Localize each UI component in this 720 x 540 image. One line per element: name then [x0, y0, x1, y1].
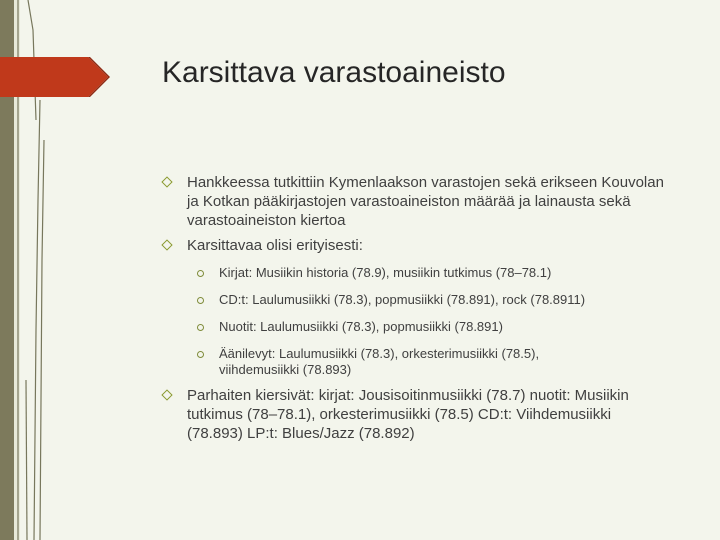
bullet-text: Hankkeessa tutkittiin Kymenlaakson varastojen sekä erikseen Kouvolan ja Kotkan pääkirjastojen varastoaineiston määrää ja lainausta sekä varastoaineiston kiertoa [187, 174, 664, 229]
slide-title: Karsittava varastoaineisto [162, 56, 506, 89]
bullet-text: Parhaiten kiersivät: kirjat: Jousisoitinmusiikki (78.7) nuotit: Musiikin tutkimus (78–78.1), orkesterimusiikki (78.5) CD:t: Viihdemusiikki (78.893) LP:t: Blues/Jazz (78.892) [187, 387, 629, 442]
circle-bullet-icon [197, 297, 204, 304]
sub-bullet-text: Kirjat: Musiikin historia (78.9), musiikin tutkimus (78–78.1) [219, 265, 552, 280]
circle-bullet-icon [197, 270, 204, 277]
circle-bullet-icon [197, 351, 204, 358]
sub-bullet-text: Äänilevyt: Laulumusiikki (78.3), orkesterimusiikki (78.5), viihdemusiikki (78.893) [219, 346, 540, 377]
sub-bullet-text: Nuotit: Laulumusiikki (78.3), popmusiikki (78.891) [219, 319, 503, 334]
bullet-text: Karsittavaa olisi erityisesti: [187, 237, 363, 254]
sub-bullet-text: CD:t: Laulumusiikki (78.3), popmusiikki (78.891), rock (78.8911) [219, 292, 586, 307]
title-accent-tab [0, 57, 108, 97]
circle-bullet-icon [197, 324, 204, 331]
